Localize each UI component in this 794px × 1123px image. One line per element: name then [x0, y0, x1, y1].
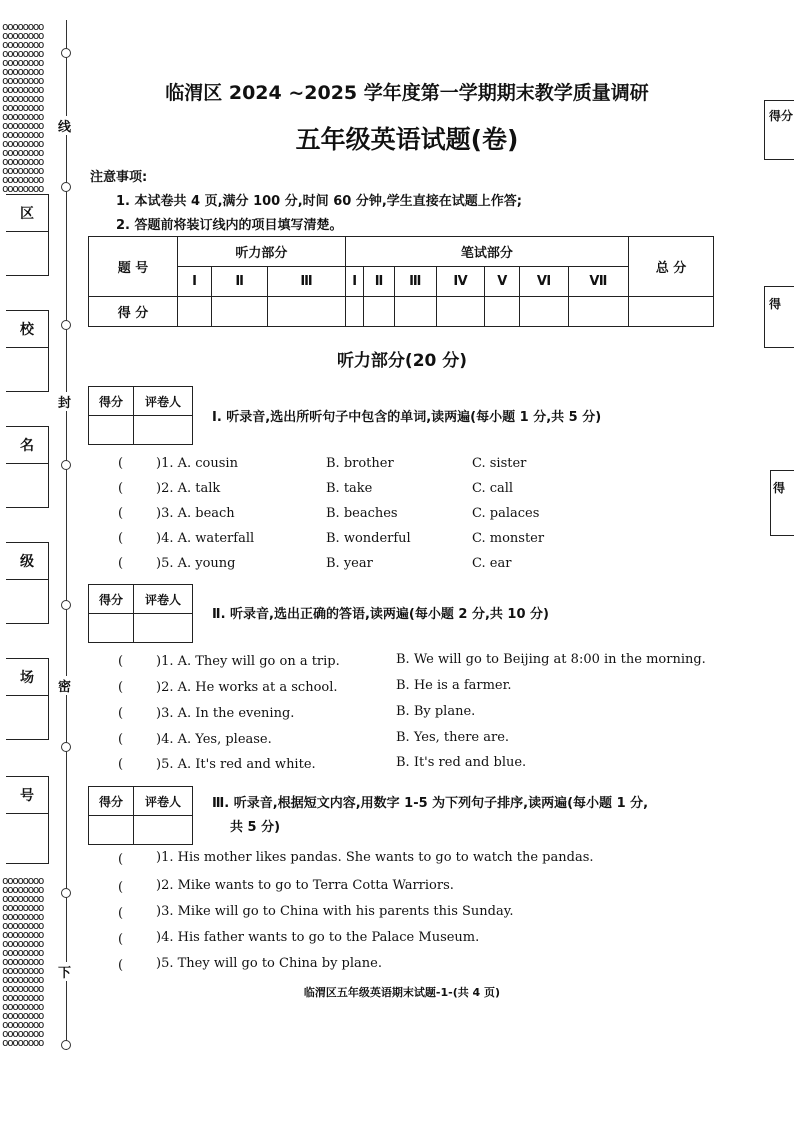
option-a: )4. A. waterfall [156, 531, 255, 546]
col-header: Ⅰ [178, 267, 212, 297]
right-edge-label: 得 [769, 297, 782, 311]
score-cell[interactable] [364, 297, 394, 327]
option-c: C. call [472, 481, 514, 496]
grader-reviewer-label: 评卷人 [134, 787, 193, 816]
option-a: )2. A. He works at a school. [156, 680, 338, 695]
binding-circle [61, 1040, 71, 1050]
option-a: )5. A. young [156, 556, 236, 571]
answer-paren[interactable]: ( [118, 556, 124, 571]
option-b: B. By plane. [396, 704, 476, 719]
score-cell[interactable] [268, 297, 346, 327]
field-name[interactable] [6, 426, 49, 508]
field-label: 场 [6, 659, 48, 696]
writing-header: 笔试部分 [345, 237, 628, 267]
right-edge-box [764, 286, 794, 348]
answer-paren[interactable]: ( [118, 958, 124, 973]
col-header: Ⅲ [268, 267, 346, 297]
score-cell[interactable] [212, 297, 268, 327]
grader-reviewer-cell[interactable] [134, 816, 193, 845]
col-header: Ⅱ [364, 267, 394, 297]
row-label-question: 题 号 [89, 237, 178, 297]
field-label: 号 [6, 777, 48, 814]
option-b: B. It's red and blue. [396, 755, 527, 770]
score-cell[interactable] [485, 297, 520, 327]
field-label: 名 [6, 427, 48, 464]
answer-paren[interactable]: ( [118, 706, 124, 721]
option-a: )1. A. They will go on a trip. [156, 654, 340, 669]
answer-paren[interactable]: ( [118, 456, 124, 471]
col-header: Ⅲ [394, 267, 436, 297]
option-b: B. Yes, there are. [396, 730, 510, 745]
col-header: Ⅰ [345, 267, 364, 297]
sentence-item: )5. They will go to China by plane. [156, 956, 382, 971]
row-label-score: 得 分 [89, 297, 178, 327]
binding-char-line: 线 [58, 116, 71, 135]
answer-paren[interactable]: ( [118, 932, 124, 947]
score-cell[interactable] [568, 297, 628, 327]
option-c: C. palaces [472, 506, 540, 521]
part2-heading: Ⅱ. 听录音,选出正确的答语,读两遍(每小题 2 分,共 10 分) [212, 607, 549, 622]
option-a: )5. A. It's red and white. [156, 757, 316, 772]
grader-reviewer-cell[interactable] [134, 614, 193, 643]
grader-score-cell[interactable] [89, 416, 134, 445]
answer-paren[interactable]: ( [118, 732, 124, 747]
option-a: )3. A. beach [156, 506, 235, 521]
grader-score-label: 得分 [89, 585, 134, 614]
score-cell[interactable] [345, 297, 364, 327]
col-header: Ⅶ [568, 267, 628, 297]
binding-circle [61, 600, 71, 610]
answer-paren[interactable]: ( [118, 880, 124, 895]
right-edge-box [770, 470, 794, 536]
score-table [88, 236, 714, 327]
score-cell[interactable] [394, 297, 436, 327]
binding-circle [61, 320, 71, 330]
notes-heading: 注意事项: [90, 170, 148, 185]
grader-score-label: 得分 [89, 787, 134, 816]
option-b: B. take [326, 481, 373, 496]
grader-score-cell[interactable] [89, 614, 134, 643]
listening-header: 听力部分 [178, 237, 346, 267]
option-b: B. We will go to Beijing at 8:00 in the morning. [396, 652, 706, 667]
binding-char-secret: 密 [58, 676, 71, 695]
part3-heading-cont: 共 5 分) [230, 820, 281, 835]
option-b: B. year [326, 556, 373, 571]
grader-score-label: 得分 [89, 387, 134, 416]
part3-heading: Ⅲ. 听录音,根据短文内容,用数字 1-5 为下列句子排序,读两遍(每小题 1 分, [212, 796, 649, 811]
field-label: 区 [6, 195, 48, 232]
binding-holes-bottom: oooooooo oooooooo oooooooo oooooooo oooooooo oooooooo oooooooo oooooooo oooooooo oooooooo oooooooo oooooooo oooooooo oooooooo oooooooo oooooooo oooooooo oooooooo oooooooo [2, 874, 43, 1049]
part1-heading: Ⅰ. 听录音,选出所听句子中包含的单词,读两遍(每小题 1 分,共 5 分) [212, 410, 602, 425]
binding-holes-top: oooooooo oooooooo oooooooo oooooooo oooooooo oooooooo oooooooo oooooooo oooooooo oooooooo oooooooo oooooooo oooooooo oooooooo oooooooo oooooooo oooooooo oooooooo oooooooo [2, 20, 43, 195]
grader-reviewer-label: 评卷人 [134, 387, 193, 416]
page-footer: 临渭区五年级英语期末试题-1-(共 4 页) [303, 986, 501, 999]
right-edge-label: 得 [773, 481, 786, 495]
col-header: Ⅴ [485, 267, 520, 297]
binding-circle [61, 182, 71, 192]
score-cell[interactable] [436, 297, 484, 327]
field-district[interactable] [6, 194, 49, 276]
option-a: )3. A. In the evening. [156, 706, 295, 721]
sentence-item: )2. Mike wants to go to Terra Cotta Warriors. [156, 878, 454, 893]
option-c: C. ear [472, 556, 512, 571]
answer-paren[interactable]: ( [118, 654, 124, 669]
field-exam-room[interactable] [6, 658, 49, 740]
option-b: B. beaches [326, 506, 398, 521]
sentence-item: )4. His father wants to go to the Palace Museum. [156, 930, 480, 945]
total-header: 总 分 [629, 237, 714, 297]
option-a: )4. A. Yes, please. [156, 732, 272, 747]
answer-paren[interactable]: ( [118, 680, 124, 695]
option-a: )2. A. talk [156, 481, 221, 496]
binding-circle [61, 48, 71, 58]
score-cell-total[interactable] [629, 297, 714, 327]
grader-reviewer-cell[interactable] [134, 416, 193, 445]
option-c: C. sister [472, 456, 527, 471]
field-class[interactable] [6, 542, 49, 624]
option-b: B. wonderful [326, 531, 411, 546]
col-header: Ⅵ [520, 267, 568, 297]
field-seat-number[interactable] [6, 776, 49, 864]
grader-box [88, 584, 193, 643]
exam-header-title: 临渭区 2024 ~2025 学年度第一学期期末教学质量调研 [165, 82, 649, 104]
answer-paren[interactable]: ( [118, 531, 124, 546]
binding-char-seal: 封 [58, 392, 71, 411]
answer-paren[interactable]: ( [118, 506, 124, 521]
binding-circle [61, 460, 71, 470]
grader-box [88, 386, 193, 445]
score-cell[interactable] [520, 297, 568, 327]
field-label: 级 [6, 543, 48, 580]
right-edge-label: 得分 [769, 109, 794, 123]
answer-paren[interactable]: ( [118, 757, 124, 772]
notes-item: 1. 本试卷共 4 页,满分 100 分,时间 60 分钟,学生直接在试题上作答; [116, 194, 522, 209]
answer-paren[interactable]: ( [118, 481, 124, 496]
section-title: 听力部分(20 分) [336, 351, 468, 371]
grader-score-cell[interactable] [89, 816, 134, 845]
option-b: B. brother [326, 456, 394, 471]
binding-circle [61, 742, 71, 752]
notes-item: 2. 答题前将装订线内的项目填写清楚。 [116, 218, 343, 233]
sentence-item: )3. Mike will go to China with his parents this Sunday. [156, 904, 514, 919]
field-label: 校 [6, 311, 48, 348]
option-c: C. monster [472, 531, 545, 546]
option-a: )1. A. cousin [156, 456, 238, 471]
option-b: B. He is a farmer. [396, 678, 512, 693]
score-cell[interactable] [178, 297, 212, 327]
answer-paren[interactable]: ( [118, 852, 124, 867]
col-header: Ⅳ [436, 267, 484, 297]
col-header: Ⅱ [212, 267, 268, 297]
answer-paren[interactable]: ( [118, 906, 124, 921]
grader-box [88, 786, 193, 845]
binding-char-below: 下 [58, 962, 71, 981]
grader-reviewer-label: 评卷人 [134, 585, 193, 614]
exam-subtitle: 五年级英语试题(卷) [295, 125, 519, 154]
sentence-item: )1. His mother likes pandas. She wants to go to watch the pandas. [156, 850, 594, 865]
binding-circle [61, 888, 71, 898]
